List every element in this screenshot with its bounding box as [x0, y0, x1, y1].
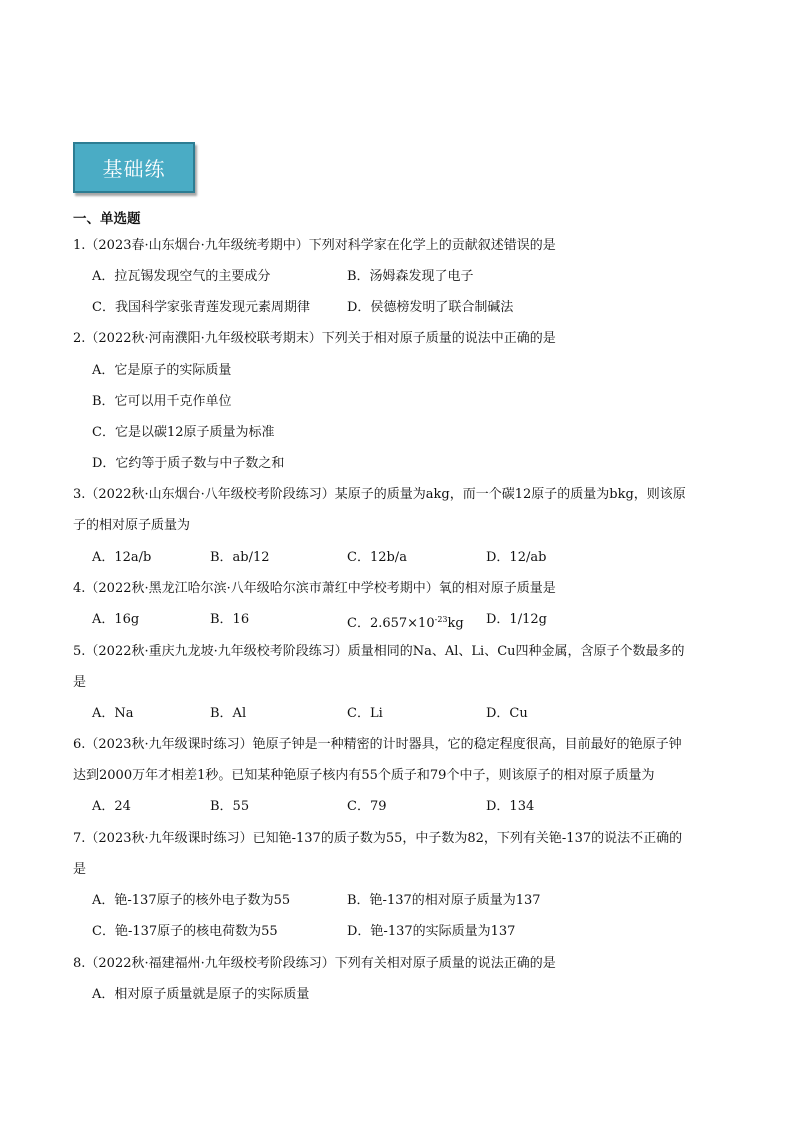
question-3-option-c: C．12b/a	[347, 550, 407, 565]
section-title: 一、单选题	[73, 211, 141, 227]
question-4-option-c	[347, 611, 464, 633]
question-5-option-d: D．Cu	[486, 706, 528, 721]
section-header-label: 基础练	[102, 157, 166, 181]
question-1-stem: 1.（2023春·山东烟台·九年级统考期中）下列对科学家在化学上的贡献叙述错误的是	[73, 238, 556, 253]
question-8-option-a: A．相对原子质量就是原子的实际质量	[92, 987, 310, 1002]
question-3-stem-line-2: 子的相对原子质量为	[73, 518, 191, 533]
question-4-option-a: A．16g	[92, 612, 140, 627]
question-7-option-d: D．铯-137的实际质量为137	[347, 924, 516, 939]
question-3-option-d: D．12/ab	[486, 550, 547, 565]
question-1-option-b: B．汤姆森发现了电子	[347, 269, 474, 284]
section-header-badge	[73, 142, 195, 193]
question-6-option-a: A．24	[92, 799, 131, 814]
question-2-option-c: C．它是以碳12原子质量为标准	[92, 425, 275, 440]
question-7-stem-line-2: 是	[73, 862, 87, 877]
question-7-option-c: C．铯-137原子的核电荷数为55	[92, 924, 278, 939]
question-4-option-b: B．16	[210, 612, 250, 627]
question-3-option-b: B．ab/12	[210, 550, 270, 565]
question-2-option-a: A．它是原子的实际质量	[92, 363, 232, 378]
question-5-stem-line-2: 是	[73, 675, 87, 690]
question-4-option-c-exponent: -23	[434, 615, 448, 624]
question-6-option-d: D．134	[486, 799, 535, 814]
question-4-option-c-base: C．2.657×10	[347, 616, 435, 631]
question-6-stem-line-2: 达到2000万年才相差1秒。已知某种铯原子核内有55个质子和79个中子，则该原子的相对原子质量为	[73, 768, 655, 783]
question-6-option-b: B．55	[210, 799, 250, 814]
question-2-stem: 2.（2022秋·河南濮阳·九年级校联考期末）下列关于相对原子质量的说法中正确的是	[73, 331, 556, 346]
question-4-stem: 4.（2022秋·黑龙江哈尔滨·八年级哈尔滨市萧红中学校考期中）氧的相对原子质量是	[73, 581, 556, 596]
question-4-option-d: D．1/12g	[486, 612, 547, 627]
question-1-option-d: D．侯德榜发明了联合制碱法	[347, 300, 514, 315]
question-1-option-c: C．我国科学家张青莲发现元素周期律	[92, 300, 310, 315]
question-3-option-a: A．12a/b	[92, 550, 152, 565]
question-2-option-b: B．它可以用千克作单位	[92, 394, 232, 409]
question-7-option-a: A．铯-137原子的核外电子数为55	[92, 893, 291, 908]
question-7-stem-line-1: 7.（2023秋·九年级课时练习）已知铯-137的质子数为55，中子数为82，下列有关铯-137的说法不正确的	[73, 831, 683, 846]
question-6-stem-line-1: 6.（2023秋·九年级课时练习）铯原子钟是一种精密的计时器具，它的稳定程度很高，目前最好的铯原子钟	[73, 737, 682, 752]
question-2-option-d: D．它约等于质子数与中子数之和	[92, 456, 285, 471]
question-5-option-a: A．Na	[92, 706, 134, 721]
question-4-option-c-unit: kg	[447, 616, 464, 631]
question-5-option-c: C．Li	[347, 706, 383, 721]
question-5-stem-line-1: 5.（2022秋·重庆九龙坡·九年级校考阶段练习）质量相同的Na、Al、Li、Cu四种金属，含原子个数最多的	[73, 644, 685, 659]
question-6-option-c: C．79	[347, 799, 387, 814]
question-5-option-b: B．Al	[210, 706, 247, 721]
question-3-stem-line-1: 3.（2022秋·山东烟台·八年级校考阶段练习）某原子的质量为akg，而一个碳12原子的质量为bkg，则该原	[73, 487, 686, 502]
question-1-option-a: A．拉瓦锡发现空气的主要成分	[92, 269, 271, 284]
question-8-stem: 8.（2022秋·福建福州·九年级校考阶段练习）下列有关相对原子质量的说法正确的是	[73, 956, 556, 971]
question-7-option-b: B．铯-137的相对原子质量为137	[347, 893, 541, 908]
